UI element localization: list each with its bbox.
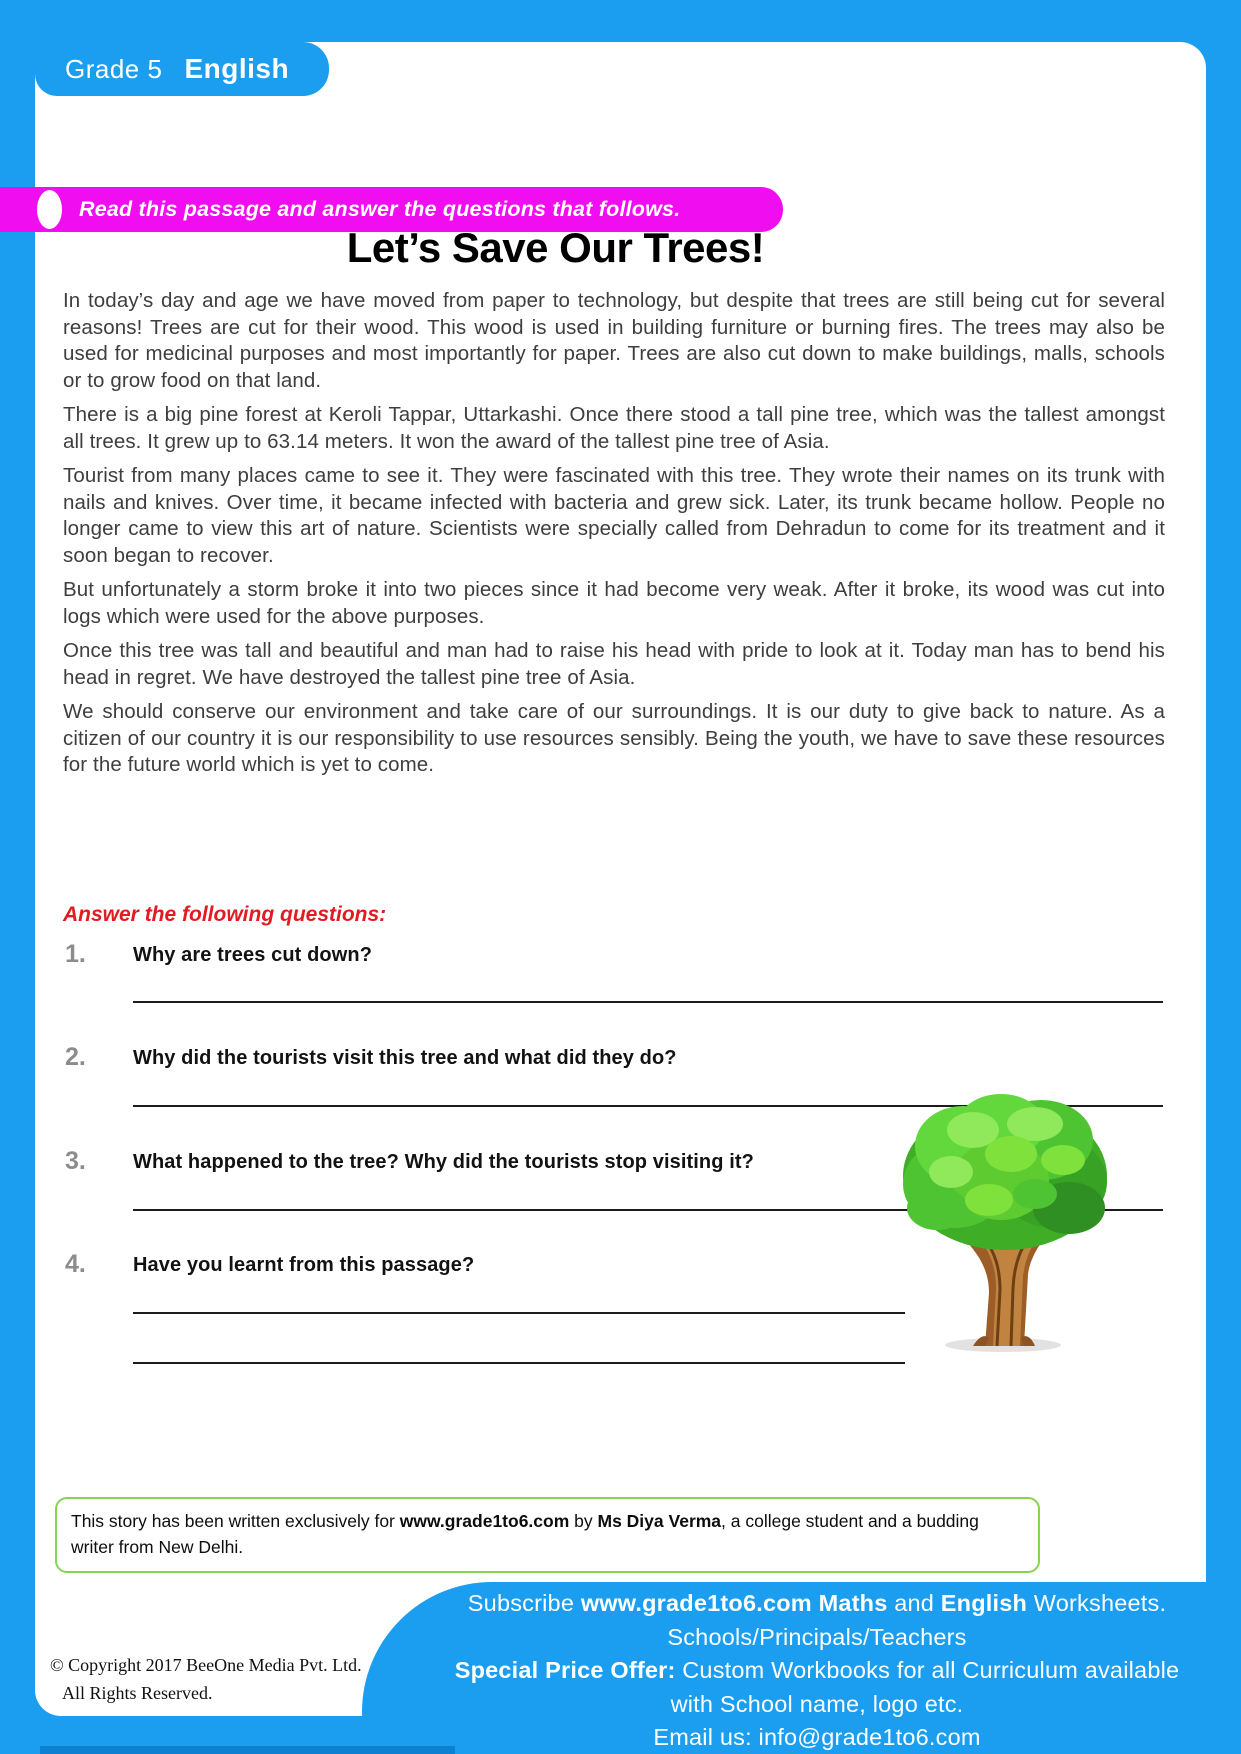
footer-and-text: and	[887, 1590, 941, 1616]
question-3-number: 3.	[65, 1147, 86, 1175]
grade-header-pill	[35, 42, 329, 96]
footer-subscribe-text: Subscribe	[467, 1590, 581, 1616]
footer-english-bold: English	[940, 1590, 1028, 1616]
footer-offer-bold: Special Price Offer:	[454, 1657, 676, 1683]
footer-email-line: Email us: info@grade1to6.com	[653, 1724, 981, 1750]
passage-body	[63, 288, 1165, 787]
footer-worksheets-text: Worksheets.	[1027, 1590, 1167, 1616]
banner-bullet-icon	[37, 190, 62, 229]
footer-audience-line: Schools/Principals/Teachers	[667, 1623, 967, 1650]
attribution-text-2: by	[569, 1511, 598, 1531]
passage-paragraph: But unfortunately a storm broke it into two pieces since it had become very weak. After it broke, its wood was cut into logs which were used for the above purposes.	[63, 578, 1165, 628]
attribution-box	[55, 1497, 1040, 1573]
attribution-text-1: This story has been written exclusively for	[71, 1511, 400, 1531]
passage-paragraph: Tourist from many places came to see it. They were fascinated with this tree. They wrote their names on its trunk with nails and knives. Over time, it became infected with bacteria and grew sick. Later, its trunk became hollow. People no longer came to view this art of nature. Scientists were specially called from Dehradun to come for its treatment and it soon began to recover.	[63, 464, 1165, 567]
footer-band	[362, 1582, 1241, 1754]
answer-line-q1	[133, 1001, 1163, 1003]
subject-label: English	[184, 53, 290, 84]
tree-icon	[893, 1088, 1118, 1354]
attribution-site: www.grade1to6.com	[399, 1511, 570, 1531]
passage-paragraph: We should conserve our environment and take care of our surroundings. It is our duty to give back to nature. As a citizen of our country it is our responsibility to use resources sensibly. Being the youth, we have to save these resources for the future world which is yet to come.	[63, 700, 1165, 776]
bottom-edge-strip	[40, 1746, 455, 1754]
answer-line-q4b	[133, 1362, 905, 1364]
footer-subscribe-line	[422, 1587, 1212, 1621]
copyright-line-1: © Copyright 2017 BeeOne Media Pvt. Ltd.	[50, 1655, 362, 1675]
footer-offer-text: Custom Workbooks for all Curriculum available	[675, 1657, 1180, 1683]
answer-line-q4a	[133, 1312, 905, 1314]
passage-title: Let’s Save Our Trees!	[346, 224, 765, 271]
question-3-text: What happened to the tree? Why did the tourists stop visiting it?	[133, 1151, 754, 1173]
question-2-text: Why did the tourists visit this tree and what did they do?	[133, 1047, 677, 1069]
question-1-text: Why are trees cut down?	[133, 944, 373, 966]
passage-paragraph: Once this tree was tall and beautiful and man had to raise his head with pride to look at it. Today man has to bend his head in regret. We have destroyed the tallest pine tree of Asia.	[63, 639, 1165, 689]
questions-heading: Answer the following questions:	[63, 903, 387, 926]
attribution-author: Ms Diya Verma	[597, 1511, 722, 1531]
instruction-text: Read this passage and answer the questions that follows.	[79, 197, 681, 221]
grade-label: Grade 5	[65, 53, 163, 84]
footer-school-line: with School name, logo etc.	[670, 1690, 964, 1717]
copyright-line-2: All Rights Reserved.	[62, 1682, 213, 1703]
footer-promo	[422, 1587, 1212, 1754]
footer-site-bold: www.grade1to6.com Maths	[580, 1590, 888, 1616]
question-2-number: 2.	[65, 1043, 86, 1071]
footer-offer-line	[422, 1654, 1212, 1688]
passage-paragraph: There is a big pine forest at Keroli Tappar, Uttarkashi. Once there stood a tall pine tree, which was the tallest amongst all trees. It grew up to 63.14 meters. It won the award of the tallest pine tree of Asia.	[63, 403, 1165, 453]
copyright-notice	[50, 1652, 390, 1708]
question-1-number: 1.	[65, 940, 86, 968]
passage-paragraph: In today’s day and age we have moved from paper to technology, but despite that trees are still being cut for several reasons! Trees are cut for their wood. This wood is used in building furniture or burning fires. The trees may also be used for medicinal purposes and most importantly for paper. Trees are also cut down to make buildings, malls, schools or to grow food on that land.	[63, 289, 1165, 392]
attribution-text-3: , a college student and a budding writer from New Delhi.	[71, 1511, 979, 1558]
question-4-text: Have you learnt from this passage?	[133, 1254, 475, 1276]
question-4-number: 4.	[65, 1250, 86, 1278]
